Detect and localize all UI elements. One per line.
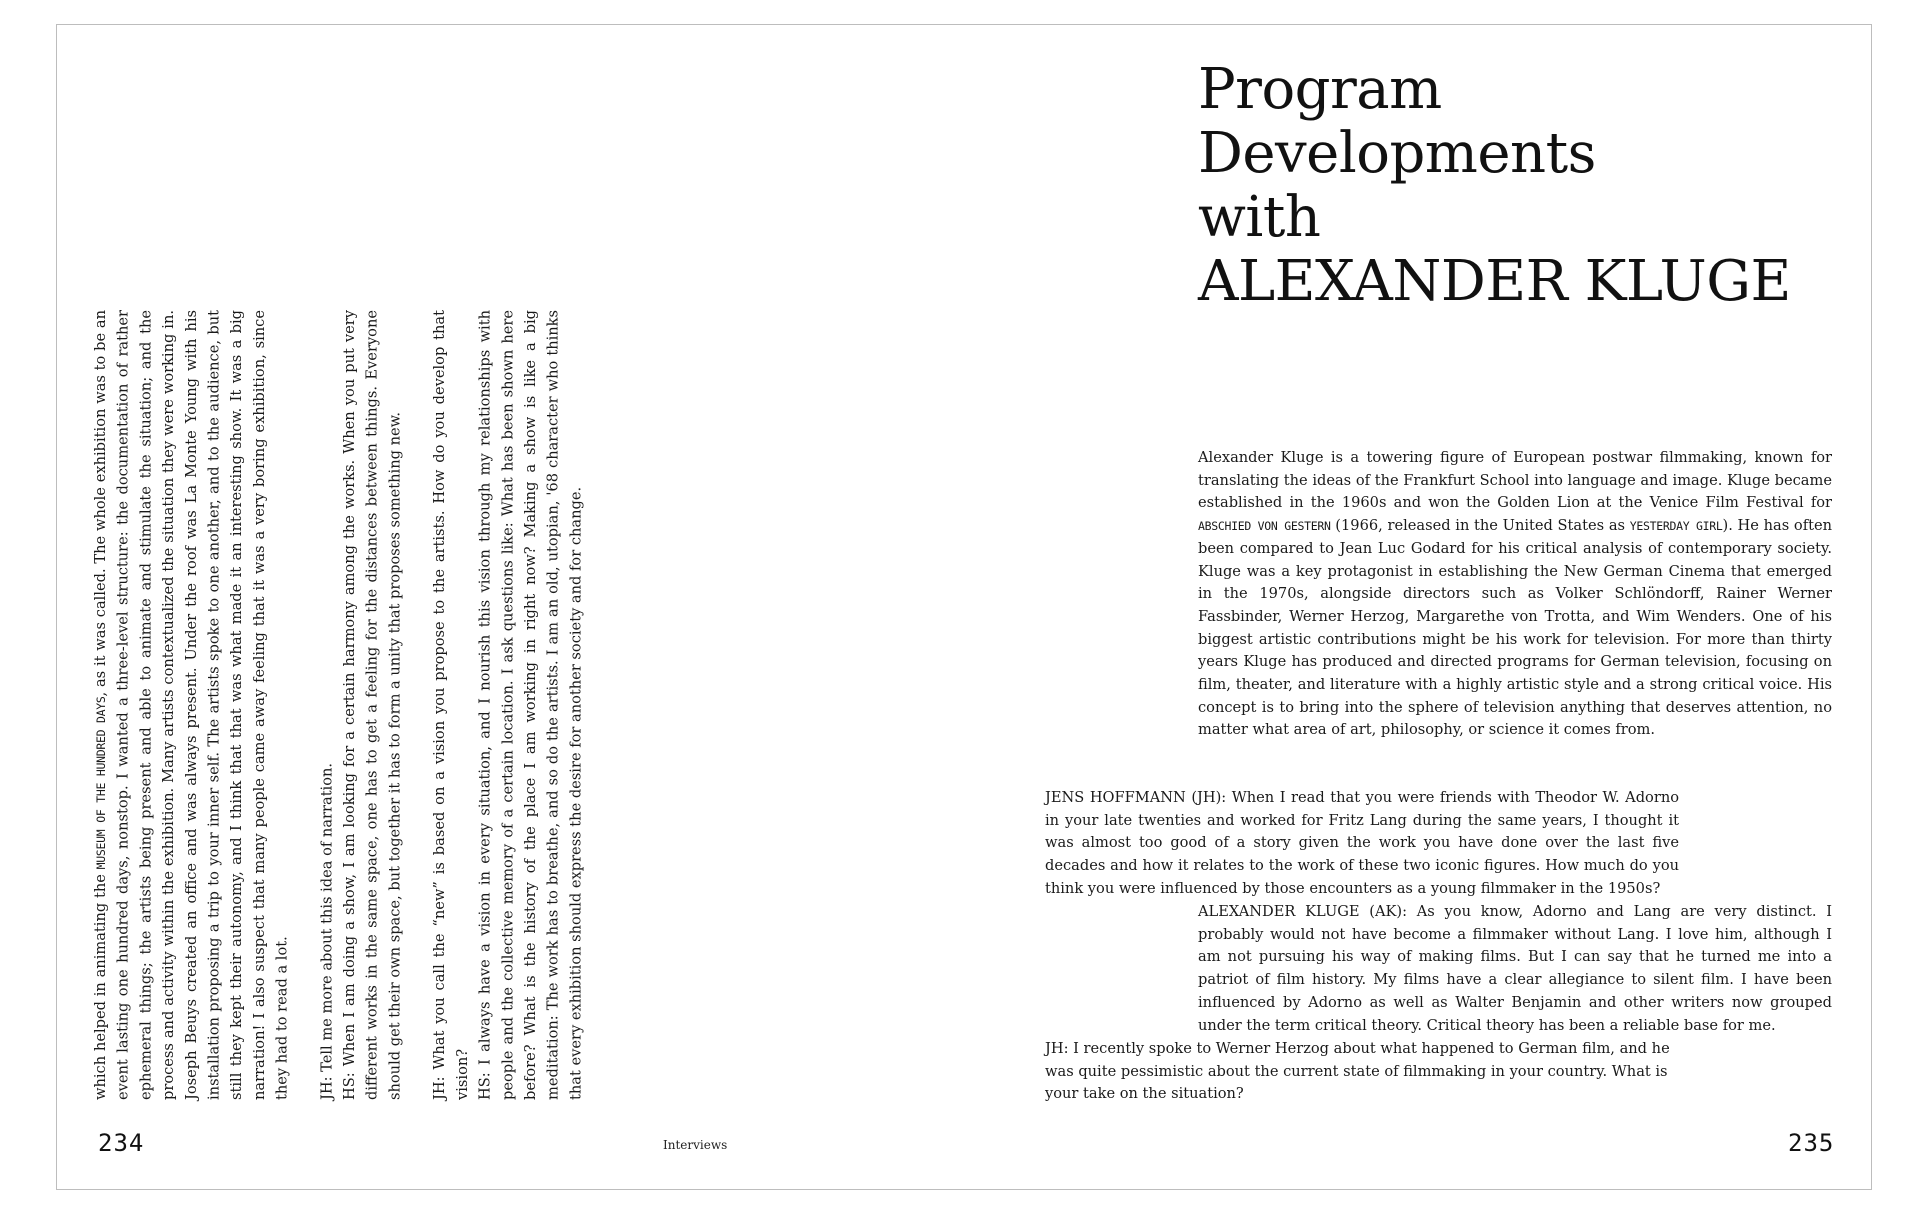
title-line: Program xyxy=(1198,57,1442,122)
question-2: JH: I recently spoke to Werner Herzog about what happened to German film, and he was quite pessimistic about the current state of filmmaking in your country. What is your take on the situation? xyxy=(1045,1040,1670,1103)
article-title xyxy=(1198,58,1838,314)
page-number-left: 234 xyxy=(98,1129,145,1157)
intro-paragraph: Alexander Kluge is a towering figure of European postwar filmmaking, known for translating the ideas of the Frankfurt School into language and image. Kluge became established in the 1960s and won the Golden Lion at the Venice Film Festival for ABSCHIED VON GESTERN (1966, released in the United States as YESTERDAY GIRL). He has often been compared to Jean Luc Godard for his critical analysis of contemporary society. Kluge was a key protagonist in establishing the New German Cinema that emerged in the 1970s, alongside directors such as Volker Schlöndorff, Rainer Werner Fassbinder, Werner Herzog, Margarethe von Trotta, and Wim Wenders. One of his biggest artistic contributions might be his work for television. For more than thirty years Kluge has produced and directed programs for German television, focusing on film, theater, and literature with a highly artistic style and a strong critical voice. His concept is to bring into the sphere of television anything that deserves attention, no matter what area of art, philosophy, or science it comes from. xyxy=(1198,449,1832,739)
page-number-right: 235 xyxy=(1788,1129,1835,1157)
film-title: ABSCHIED VON GESTERN xyxy=(1198,519,1331,534)
title-line: Developments xyxy=(1198,121,1596,186)
museum-title: MUSEUM OF THE HUNDRED DAYS xyxy=(94,696,108,870)
film-title: YESTERDAY GIRL xyxy=(1629,519,1723,534)
title-line: with xyxy=(1198,185,1321,250)
left-page-rotated-text xyxy=(90,310,650,1100)
answer-1: ALEXANDER KLUGE (AK): As you know, Adorno and Lang are very distinct. I probably would not have become a filmmaker without Lang. I love him, although I am not pursuing his way of making films. But I can say that he turned me into a patriot of film history. My films have a clear allegiance to silent film. I have been influenced by Adorno as well as Walter Benjamin and other writers now grouped under the term critical theory. Critical theory has been a reliable base for me. xyxy=(1198,903,1832,1034)
title-line: ALEXANDER KLUGE xyxy=(1198,249,1791,314)
running-head: Interviews xyxy=(663,1138,728,1152)
answer-harmony: HS: When I am doing a show, I am looking for a certain harmony among the works. When you put very different works in the same space, one has to get a feeling for the distances between things. Everyone should get their own space, but together it has to form a unity that proposes something new. xyxy=(341,310,404,1100)
question-1: JENS HOFFMANN (JH): When I read that you were friends with Theodor W. Adorno in your late twenties and worked for Fritz Lang during the same years, I thought it was almost too good of a story given the work you have done over the last five decades and how it relates to the work of these two iconic figures. How much do you think you were influenced by those encounters as a young filmmaker in the 1950s? xyxy=(1045,789,1679,897)
left-paragraph-museum: which helped in animating the MUSEUM OF THE HUNDRED DAYS, as it was called. The whole exhibition was to be an event lasting one hundred days, nonstop. I wanted a three-level structure: the documentation of rather ephemeral things; the artists being present and able to animate and stimulate the situation; and the process and activity within the exhibition. Many artists contextualized the situation they were working in. Joseph Beuys created an office and was always present. Under the roof was La Monte Young with his installation proposing a trip to your inner self. The artists spoke to one another, and to the audience, but still they kept their autonomy, and I think that that was what made it an interesting show. It was a big narration! I also suspect that many people came away feeling that it was a very boring exhibition, since they had to read a lot. xyxy=(92,309,291,1100)
question-narration: JH: Tell me more about this idea of narration. xyxy=(318,762,336,1100)
question-new: JH: What you call the “new” is based on a vision you propose to the artists. How do you develop that vision? xyxy=(431,310,471,1100)
answer-vision: HS: I always have a vision in every situation, and I nourish this vision through my relationships with people and the collective memory of a certain location. I ask questions like: What has been shown here before? What is the history of the place I am working in right now? Making a show is like a big meditation: The work has to breathe, and so do the artists. I am an old, utopian, '68 character who thinks that every exhibition should express the desire for another society and for change. xyxy=(476,310,585,1100)
